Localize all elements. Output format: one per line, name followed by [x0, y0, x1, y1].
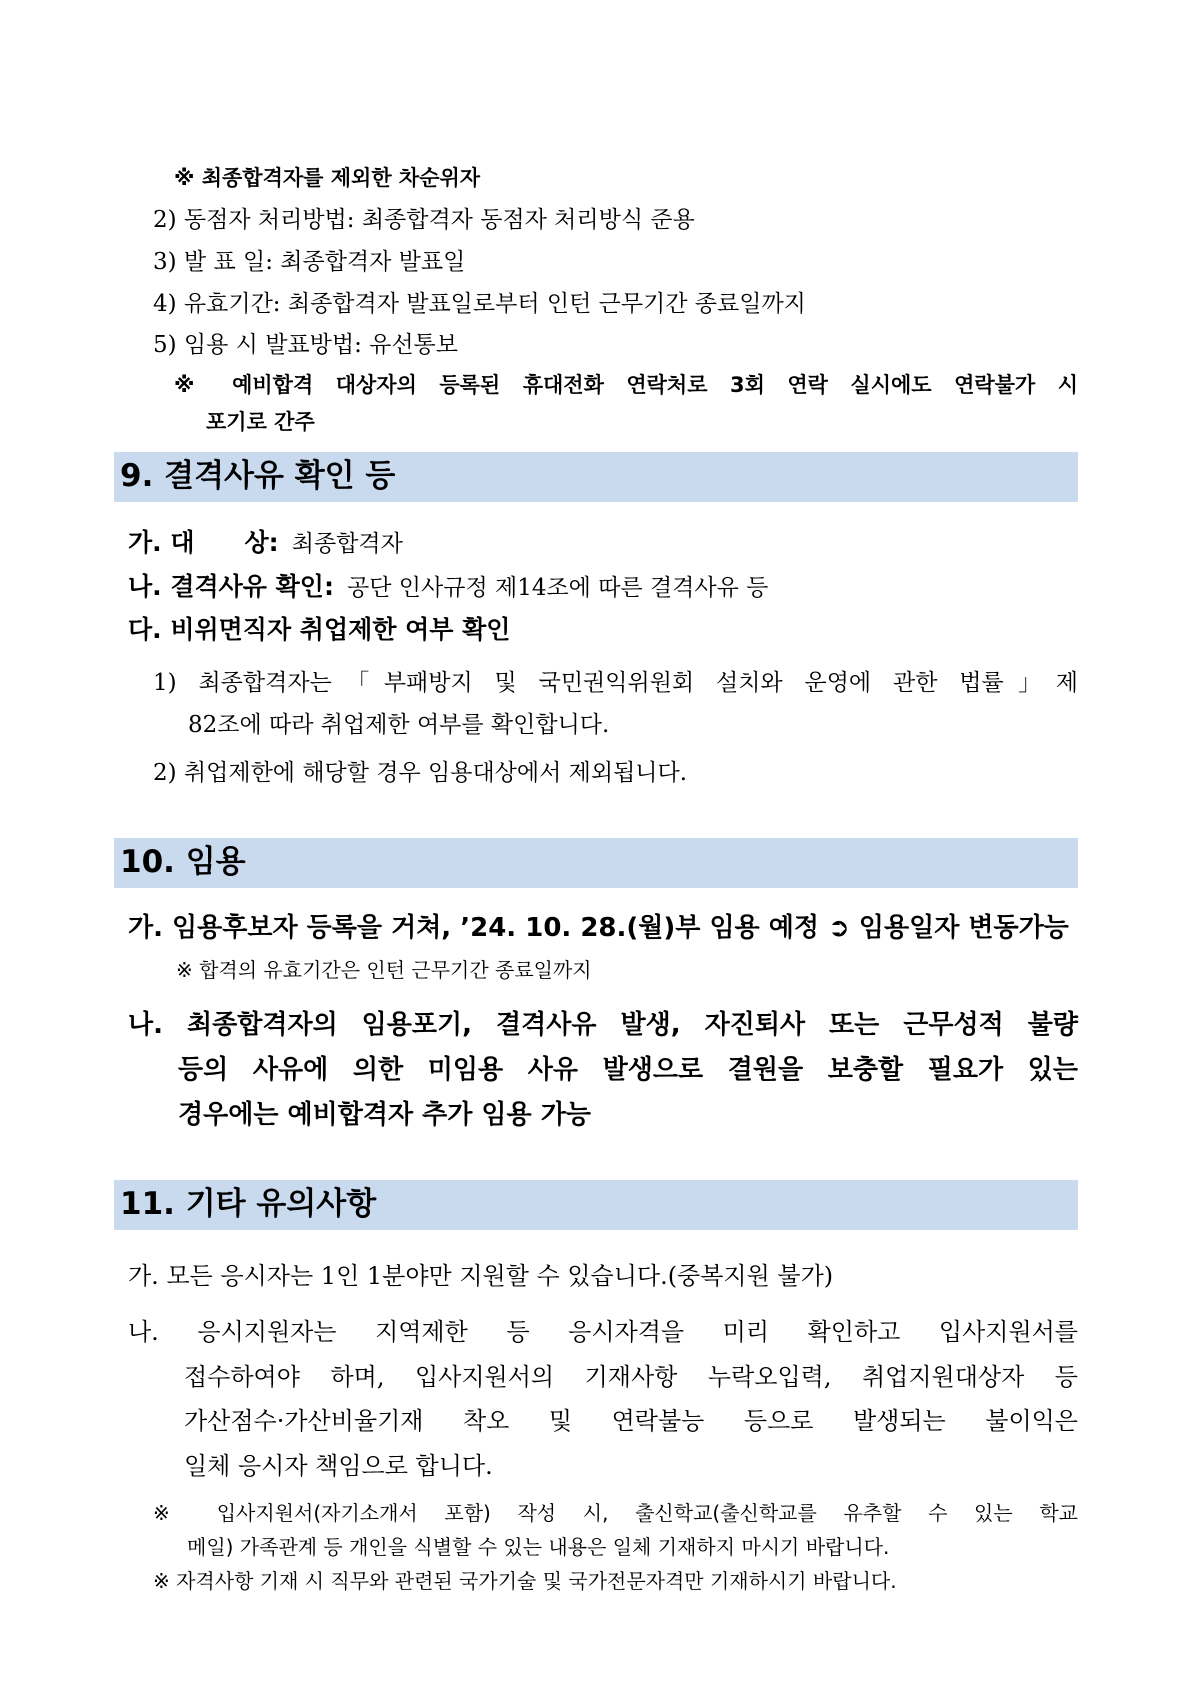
list-item-notify-method: 5) 임용 시 발표방법: 유선통보: [153, 332, 458, 358]
section-10-header: [114, 838, 1078, 888]
sec11-note1-line1: ※ 입사지원서(자기소개서 포함) 작성 시, 출신학교(출신학교를 유추할 수 있는 학교: [153, 1501, 1078, 1525]
sec11-applicant-line1: 나. 응시지원자는 지역제한 등 응시자격을 미리 확인하고 입사지원서를: [128, 1318, 1078, 1346]
sec11-applicant-line2: 접수하여야 하며, 입사지원서의 기재사항 누락오입력, 취업지원대상자 등: [184, 1363, 1078, 1391]
sec10-reserve-line2: 등의 사유에 의한 미임용 사유 발생으로 결원을 보충할 필요가 있는: [178, 1055, 1078, 1085]
sec9-disqualify-check: [128, 574, 768, 600]
sec9-employment-restriction-heading: 다. 비위면직자 취업제한 여부 확인: [128, 615, 511, 644]
sec10-validity-note: ※ 합격의 유효기간은 인턴 근무기간 종료일까지: [176, 958, 592, 982]
sec11-applicant-line3: 가산점수·가산비율기재 착오 및 연락불능 등으로 발생되는 불이익은: [184, 1407, 1078, 1435]
list-item-tie-rule: 2) 동점자 처리방법: 최종합격자 동점자 처리방식 준용: [153, 207, 695, 233]
sec11-one-field-only: 가. 모든 응시자는 1인 1분야만 지원할 수 있습니다.(중복지원 불가): [128, 1262, 834, 1290]
sec9-item1-line2: 82조에 따라 취업제한 여부를 확인합니다.: [188, 712, 610, 738]
section-9-header: [114, 452, 1078, 502]
note-excluded: ※ 최종합격자를 제외한 차순위자: [174, 166, 481, 190]
sec9-target: [128, 530, 403, 556]
sec11-note1-line2: 메일) 가족관계 등 개인을 식별할 수 있는 내용은 일체 기재하지 마시기 바랍니다.: [187, 1535, 890, 1559]
section-11-header: [114, 1180, 1078, 1230]
sec10-reserve-line3: 경우에는 예비합격자 추가 임용 가능: [178, 1100, 591, 1130]
note-contact-line1: ※ 예비합격 대상자의 등록된 휴대전화 연락처로 3회 연락 실시에도 연락불가 시: [174, 373, 1078, 397]
sec9-disqualify-text: 공단 인사규정 제14조에 따른 결격사유 등: [347, 575, 769, 601]
sec10-appointment-schedule: 가. 임용후보자 등록을 거쳐, ’24. 10. 28.(월)부 임용 예정 ➲ 임용일자 변동가능: [128, 913, 1069, 943]
sec11-note2: ※ 자격사항 기재 시 직무와 관련된 국가기술 및 국가전문자격만 기재하시기 바랍니다.: [153, 1569, 897, 1593]
sec9-item1-line1: 1) 최종합격자는「부패방지 및 국민권익위원회 설치와 운영에 관한 법률」제: [153, 670, 1078, 696]
section-11-title: 11. 기타 유의사항: [120, 1186, 377, 1222]
sec9-disqualify-label: 나. 결격사유 확인:: [128, 572, 334, 601]
section-10-title: 10. 임용: [120, 844, 246, 880]
sec11-applicant-line4: 일체 응시자 책임으로 합니다.: [184, 1452, 493, 1480]
sec9-target-text: 최종합격자: [291, 531, 403, 557]
list-item-validity: 4) 유효기간: 최종합격자 발표일로부터 인턴 근무기간 종료일까지: [153, 291, 806, 317]
sec9-item2: 2) 취업제한에 해당할 경우 임용대상에서 제외됩니다.: [153, 760, 688, 786]
list-item-announce-date: 3) 발 표 일: 최종합격자 발표일: [153, 249, 466, 275]
sec10-reserve-line1: 나. 최종합격자의 임용포기, 결격사유 발생, 자진퇴사 또는 근무성적 불량: [128, 1010, 1078, 1040]
note-contact-line2: 포기로 간주: [206, 410, 315, 434]
sec9-target-label: 가. 대 상:: [128, 528, 279, 557]
section-9-title: 9. 결격사유 확인 등: [120, 458, 396, 494]
